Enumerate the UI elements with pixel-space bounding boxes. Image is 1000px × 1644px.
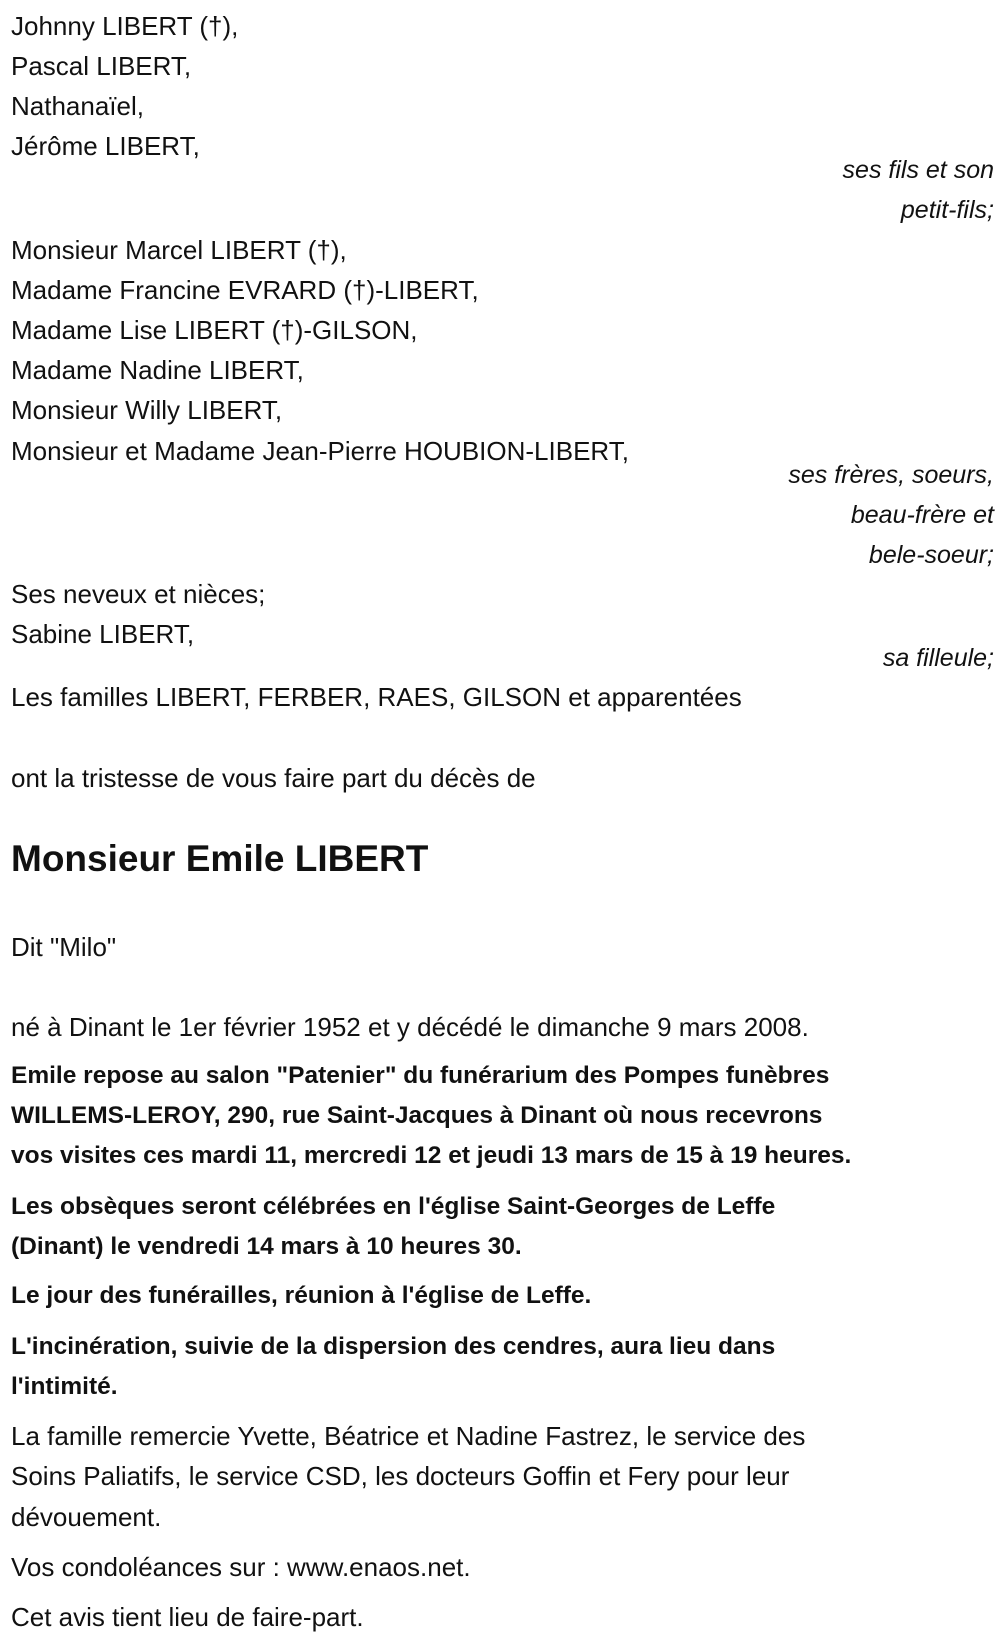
family-member: Madame Nadine LIBERT,	[11, 355, 304, 385]
relation-label: petit-fils;	[900, 196, 994, 224]
family-member: Sabine LIBERT,	[11, 619, 195, 649]
relation-label: ses fils et son	[842, 156, 994, 184]
meeting-text: Le jour des funérailles, réunion à l'église de Leffe.	[11, 1282, 592, 1309]
family-member: Nathanaïel,	[11, 91, 144, 121]
family-member: Johnny LIBERT (†),	[11, 11, 239, 41]
visitation-text: vos visites ces mardi 11, mercredi 12 et jeudi 13 mars de 15 à 19 heures.	[11, 1142, 852, 1169]
nickname: Dit "Milo"	[11, 932, 117, 962]
family-member: Pascal LIBERT,	[11, 51, 192, 81]
visitation-text: Emile repose au salon "Patenier" du funérarium des Pompes funèbres	[11, 1062, 830, 1089]
thanks-text: Soins Paliatifs, le service CSD, les docteurs Goffin et Fery pour leur	[11, 1461, 790, 1491]
relation-label: sa filleule;	[882, 644, 994, 672]
birth-death: né à Dinant le 1er février 1952 et y décédé le dimanche 9 mars 2008.	[11, 1012, 809, 1042]
condolences-text: Vos condoléances sur : www.enaos.net.	[11, 1552, 471, 1582]
cremation-text: L'incinération, suivie de la dispersion des cendres, aura lieu dans	[11, 1333, 776, 1360]
deceased-name: Monsieur Emile LIBERT	[11, 838, 429, 879]
funeral-text: (Dinant) le vendredi 14 mars à 10 heures 30.	[11, 1233, 522, 1260]
family-member: Monsieur Willy LIBERT,	[11, 395, 283, 425]
family-member: Monsieur Marcel LIBERT (†),	[11, 235, 347, 265]
cremation-text: l'intimité.	[11, 1373, 118, 1400]
nephews-line: Ses neveux et nièces;	[11, 579, 266, 609]
closing-text: Cet avis tient lieu de faire-part.	[11, 1602, 364, 1632]
family-member: Madame Lise LIBERT (†)-GILSON,	[11, 315, 418, 345]
family-member: Madame Francine EVRARD (†)-LIBERT,	[11, 275, 479, 305]
relation-label: ses frères, soeurs,	[788, 461, 994, 489]
thanks-text: dévouement.	[11, 1502, 162, 1532]
thanks-text: La famille remercie Yvette, Béatrice et Nadine Fastrez, le service des	[11, 1421, 806, 1451]
visitation-text: WILLEMS-LEROY, 290, rue Saint-Jacques à Dinant où nous recevrons	[11, 1102, 823, 1129]
relation-label: beau-frère et	[850, 501, 994, 529]
family-member: Monsieur et Madame Jean-Pierre HOUBION-LIBERT,	[11, 436, 629, 466]
families-line: Les familles LIBERT, FERBER, RAES, GILSON et apparentées	[11, 682, 742, 712]
family-member: Jérôme LIBERT,	[11, 131, 200, 161]
announcement: ont la tristesse de vous faire part du décès de	[11, 763, 536, 793]
relation-label: bele-soeur;	[868, 541, 994, 569]
funeral-text: Les obsèques seront célébrées en l'église Saint-Georges de Leffe	[11, 1193, 776, 1220]
